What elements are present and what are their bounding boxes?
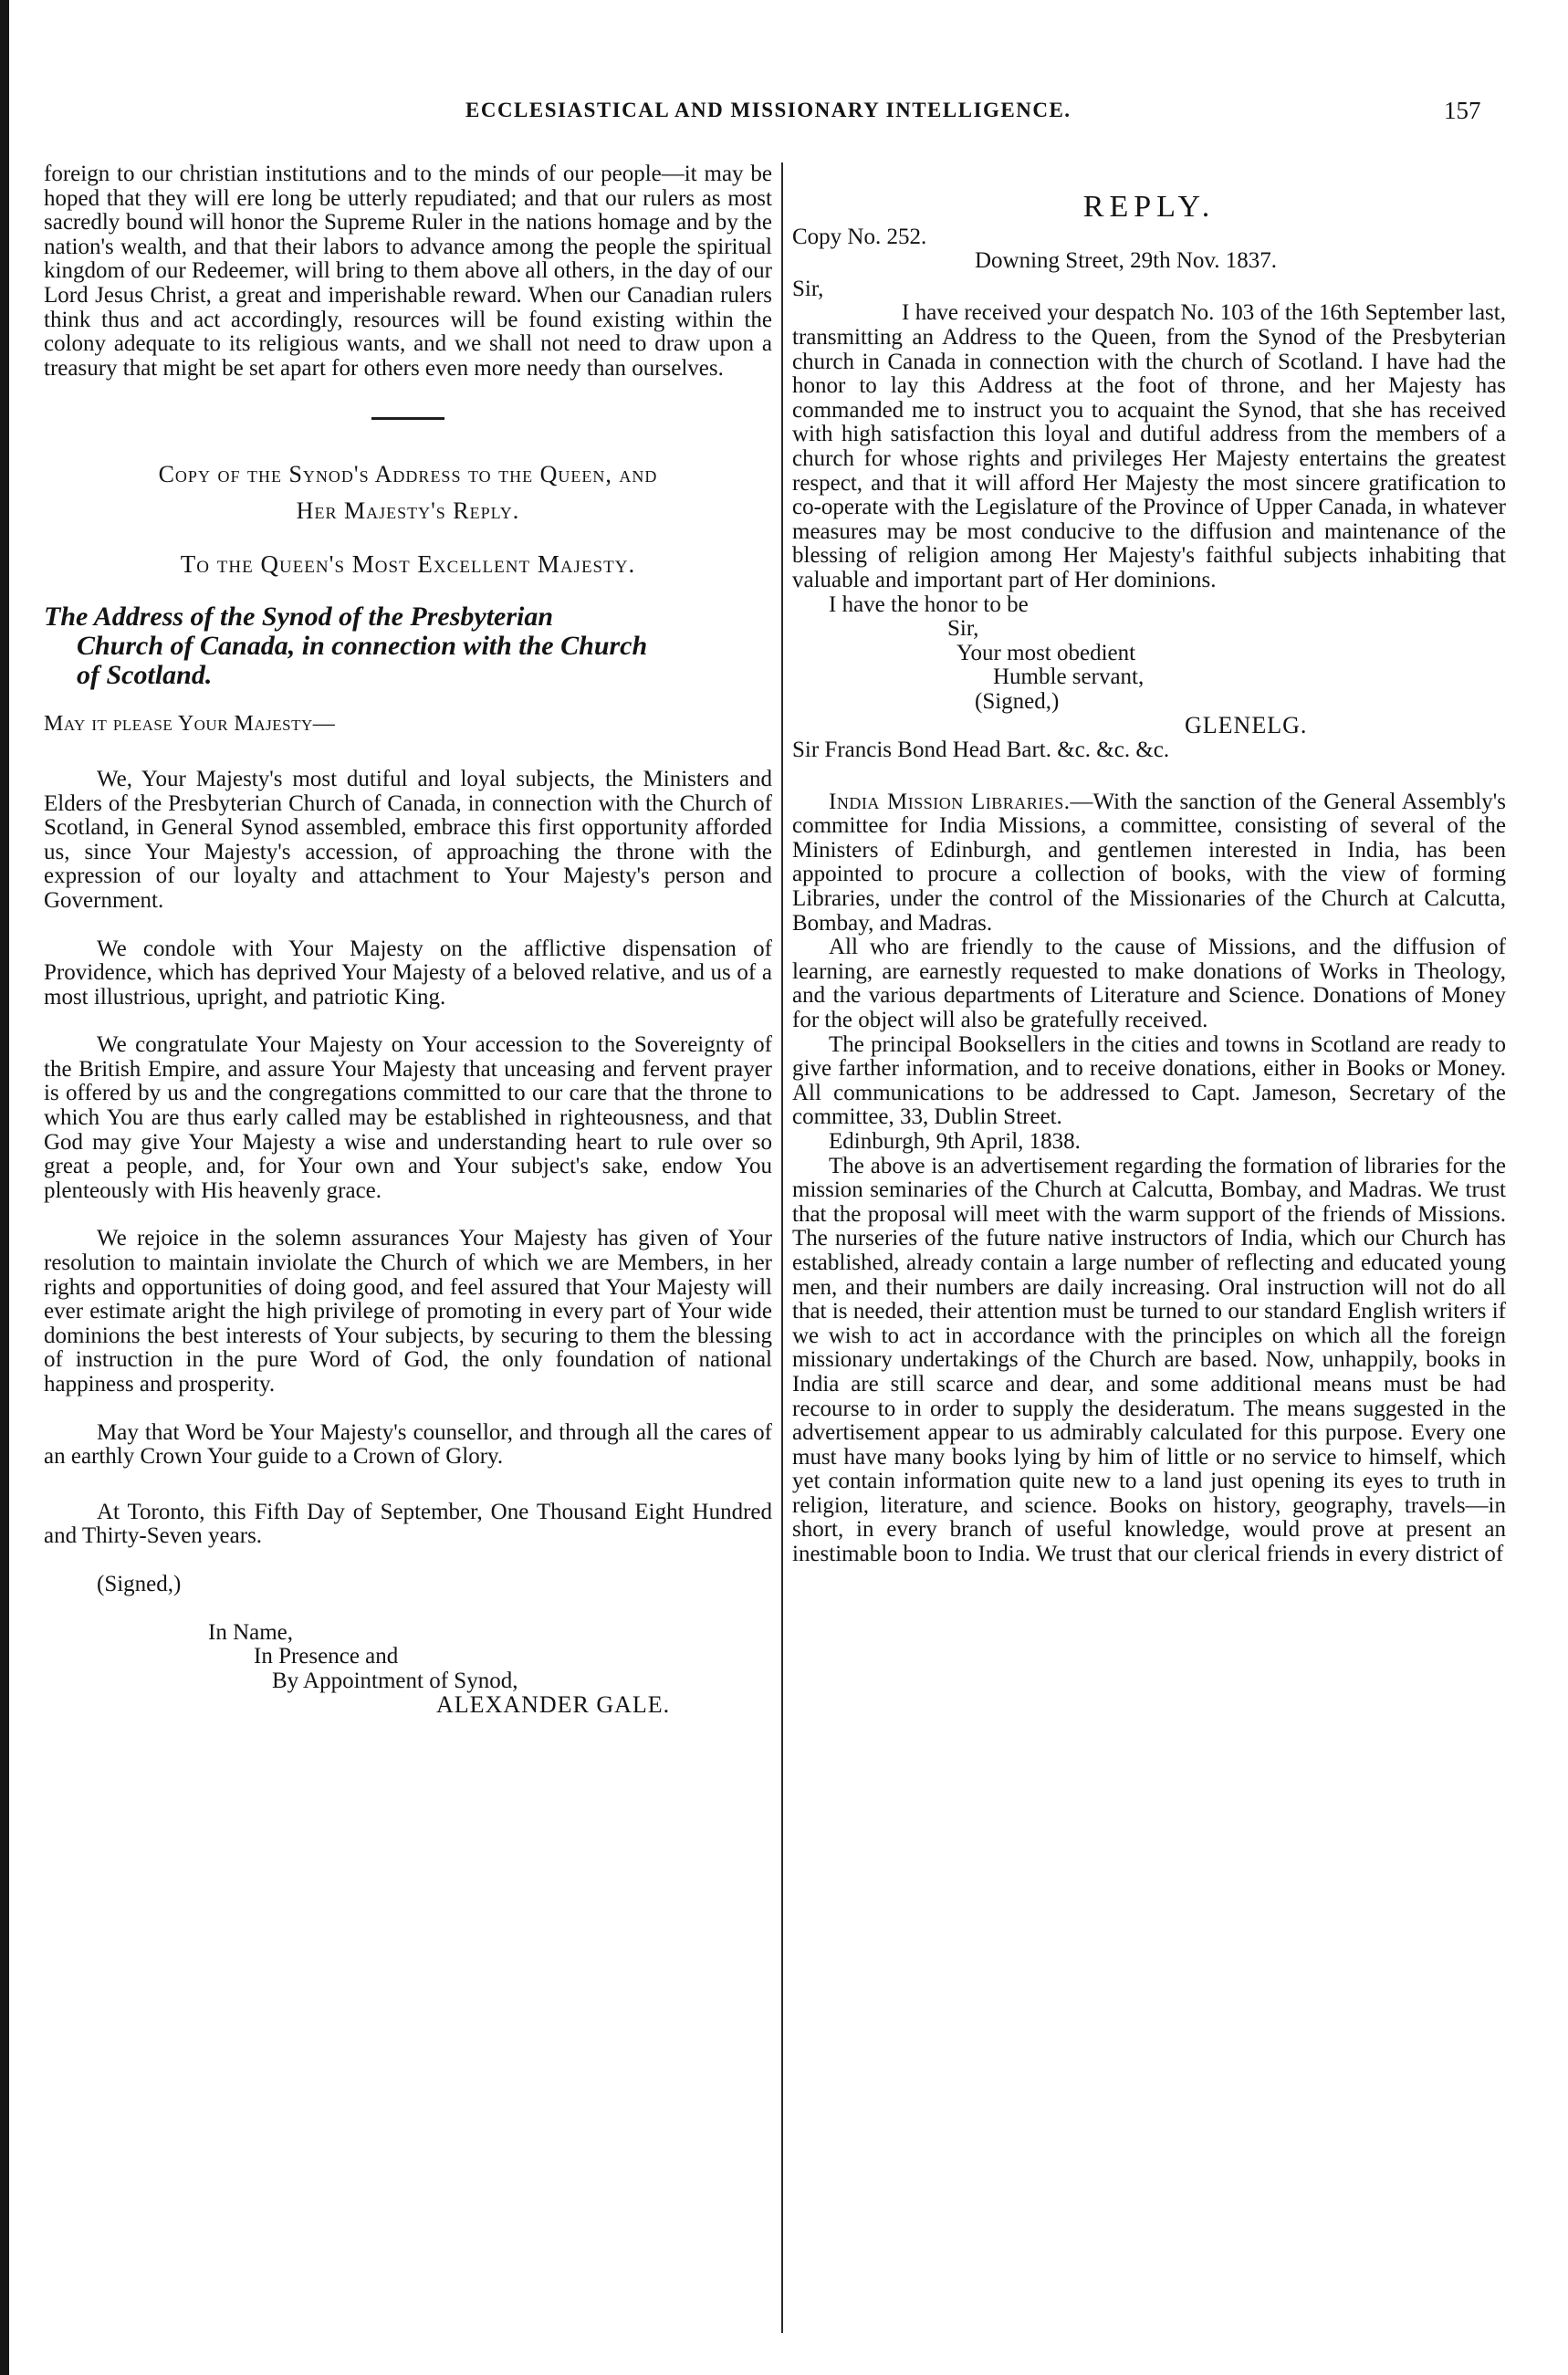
signature-presence: In Presence and: [254, 1644, 399, 1669]
reply-closing-sir: Sir,: [947, 616, 979, 642]
reply-honor-line: I have the honor to be: [829, 591, 1029, 617]
signature-appointment: By Appointment of Synod,: [272, 1668, 518, 1693]
page-number: 157: [1444, 97, 1481, 124]
india-notice-date: Edinburgh, 9th April, 1838.: [829, 1128, 1081, 1154]
running-title: ECCLESIASTICAL AND MISSIONARY INTELLIGENCE.: [465, 99, 1071, 121]
reply-heading: REPLY.: [1082, 190, 1216, 224]
reply-signed-label: (Signed,): [975, 688, 1060, 714]
column-divider: [781, 162, 783, 2333]
address-paragraph-2: We condole with Your Majesty on the afflictive dispensation of Providence, which has deprived Your Majesty of a beloved relative, and us of a most illustrious, upright, and patriotic King.: [44, 936, 772, 1010]
india-notice-paragraph-3: The principal Booksellers in the cities and towns in Scotland are ready to give farther information, and to receive donations, either in Books or Money. All communications to be addressed to Capt. Jameson, Secretary of the committee, 33, Dublin Street.: [792, 1031, 1506, 1130]
copy-number: Copy No. 252.: [792, 224, 927, 249]
page-edge-shadow: [0, 0, 9, 2375]
address-title-line-2: Church of Canada, in connection with the Church: [77, 631, 648, 662]
right-column: [792, 162, 1506, 1567]
reply-recipient: Sir Francis Bond Head Bart. &c. &c. &c.: [792, 738, 1170, 763]
letter-salutation: Sir,: [792, 276, 824, 301]
india-notice-paragraph-1: [792, 790, 1506, 936]
reply-obedient: Your most obedient: [956, 640, 1136, 665]
to-queen-heading: To the Queen's Most Excellent Majesty.: [180, 550, 636, 579]
address-title-line-1: The Address of the Synod of the Presbyterian: [44, 602, 554, 633]
address-paragraph-1: We, Your Majesty's most dutiful and loyal subjects, the Ministers and Elders of the Presbyterian Church of Canada, in connection with the Church of Scotland, in General Synod assembled, embrace this first opportunity afforded us, since Your Majesty's accession, of approaching the throne with the expression of our loyalty and attachment to Your Majesty's person and Government.: [44, 766, 772, 913]
signatory-name: ALEXANDER GALE.: [436, 1691, 671, 1719]
reply-body: I have received your despatch No. 103 of the 16th September last, transmitting an Address to the Queen, from the Synod of the Presbyterian church in Canada in connection with the church of Scotland. I have had the honor to lay this Address at the foot of throne, and her Majesty has commanded me to instruct you to acquaint the Synod, that she has received with high satisfaction this loyal and dutiful address from the members of a church for whose rights and privileges Her Majesty entertains the greatest respect, and that it will afford Her Majesty the most sincere gratification to co-operate with the Legislature of the Province of Upper Canada, in whatever measures may be most conducive to the diffusion and maintenance of the blessing of religion among Her Majesty's faithful subjects inhabiting that valuable and important part of Her dominions.: [792, 300, 1506, 592]
address-paragraph-4: We rejoice in the solemn assurances Your Majesty has given of Your resolution to maintain inviolate the Church of which we are Members, in her rights and opportunities of doing good, and feel assured that Your Majesty will ever estimate aright the high privilege of promoting in every part of Your wide dominions the best interests of Your subjects, by securing to them the blessing of instruction in the pure Word of God, the only foundation of national happiness and prosperity.: [44, 1226, 772, 1397]
reply-signer: GLENELG.: [1185, 712, 1308, 739]
address-title: [44, 602, 772, 690]
intro-paragraph: foreign to our christian institutions and to the minds of our people—it may be hoped that they will ere long be utterly repudiated; and that our rulers as most sacredly bound will honor the Supreme Ruler in the nations homage and by the nation's wealth, and that their labors to advance among the people the spiritual kingdom of our Redeemer, will bring to them above all others, in the day of our Lord Jesus Christ, a great and imperishable reward. When our Canadian rulers think thus and act accordingly, resources will be found existing within the colony adequate to its religious wants, and we shall not need to draw upon a treasury that might be set apart for others even more needy than ourselves.: [44, 162, 772, 381]
letter-address: Downing Street, 29th Nov. 1837.: [975, 248, 1277, 274]
left-column: [44, 162, 772, 1718]
address-title-line-3: of Scotland.: [77, 660, 213, 691]
india-notice-paragraph-2: All who are friendly to the cause of Missions, and the diffusion of learning, are earnestly requested to make donations of Works in Theology, and the various departments of Literature and Science. Donations of Money for the object will also be gratefully received.: [792, 935, 1506, 1032]
section-rule: [371, 417, 444, 420]
address-paragraph-3: We congratulate Your Majesty on Your accession to the Sovereignty of the British Empire, and assure Your Majesty that unceasing and fervent prayer is offered by us and the congregations committed to our care that the throne to which You are thus early called may be established in righteousness, and that God may give Your Majesty a wise and understanding heart to rule over so great a people, and, for Your own and Your subject's sake, endow You plenteously with His heavenly grace.: [44, 1032, 772, 1203]
signed-label: (Signed,): [97, 1571, 182, 1596]
salutation: May it please Your Majesty—: [44, 712, 336, 737]
copy-heading-line-1: Copy of the Synod's Address to the Queen, and: [158, 461, 658, 488]
india-notice-body: —With the sanction of the General Assembly's committee for India Missions, a committee, consisting of several of the Ministers of Edinburgh, and gentlemen interested in India, has been appointed to procure a collection of books, with the view of forming Libraries, under the control of the Missionaries of the Church at Calcutta, Bombay, and Madras.: [792, 789, 1506, 936]
reply-humble: Humble servant,: [993, 664, 1145, 690]
india-notice-lead: India Mission Libraries.: [829, 789, 1071, 814]
running-head: [0, 99, 1568, 135]
signature-in-name: In Name,: [208, 1619, 294, 1645]
editorial-paragraph: The above is an advertisement regarding the formation of libraries for the mission seminaries of the Church at Calcutta, Bombay, and Madras. We trust that the proposal will meet with the warm support of the friends of Missions. The nurseries of the future native instructors of India, which our Church has established, already contain a large number of reflecting and educated young men, and their numbers are daily increasing. Oral instruction will not do all that is needed, their attention must be turned to our standard English writers if we wish to act in accordance with the principles on which all the foreign missionary undertakings of the Church are based. Now, unhappily, books in India are still scarce and dear, and some additional means must be had recourse to in order to supply the desideratum. The means suggested in the advertisement appear to us admirably calculated for this purpose. Every one must have many books lying by him of little or no service to himself, which yet contain information quite new to a land just opening its eyes to truth in religion, literature, and science. Books on history, geography, travels—in short, in every branch of useful knowledge, would prove at present an inestimable boon to India. We trust that our clerical friends in every district of: [792, 1153, 1506, 1567]
address-paragraph-5: May that Word be Your Majesty's counsellor, and through all the cares of an earthly Crown Your guide to a Crown of Glory.: [44, 1419, 772, 1470]
copy-heading-line-2: Her Majesty's Reply.: [296, 497, 520, 525]
dateline: At Toronto, this Fifth Day of September, One Thousand Eight Hundred and Thirty-Seven years.: [44, 1499, 772, 1549]
